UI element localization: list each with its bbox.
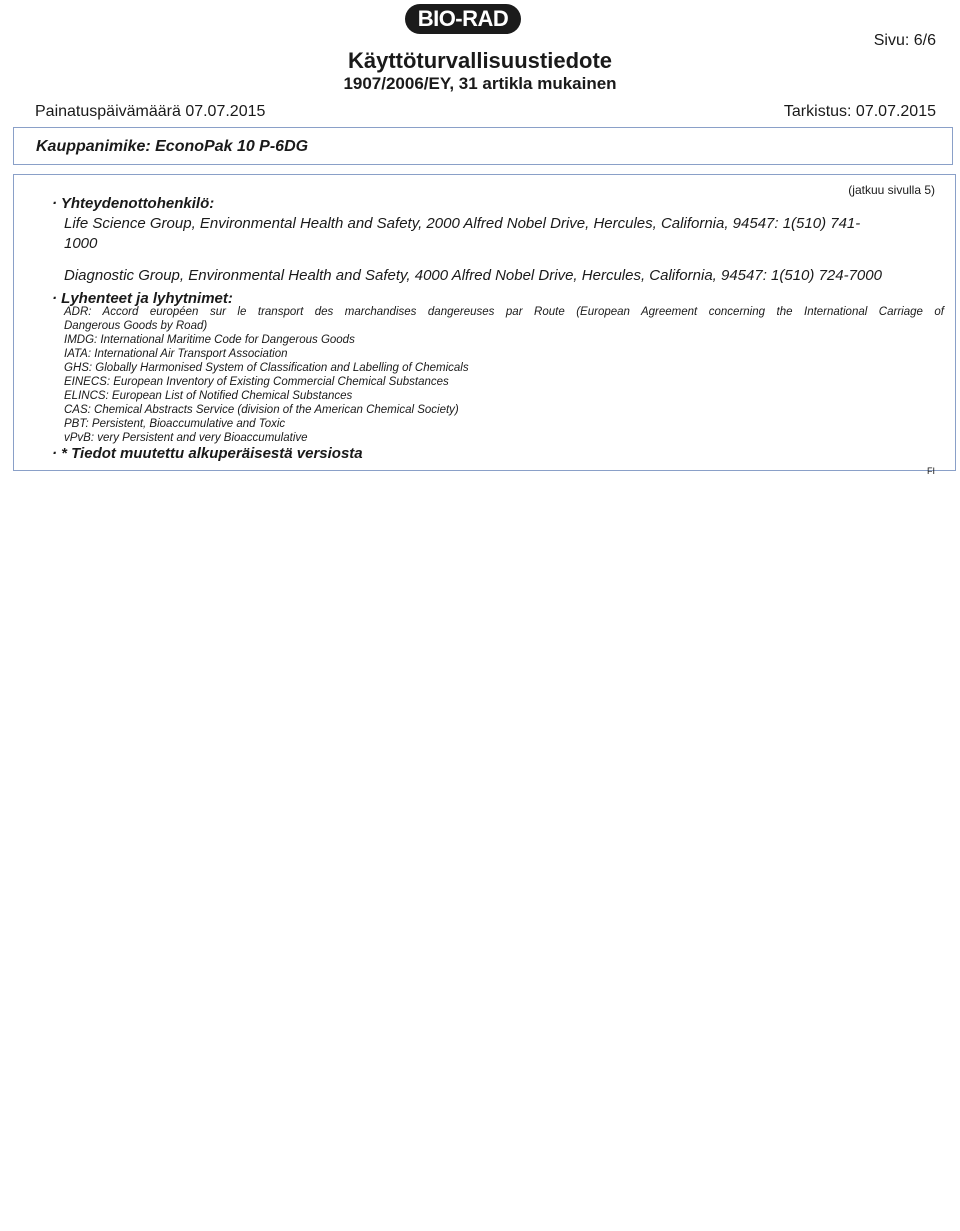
abbreviation-item: PBT: Persistent, Bioaccumulative and Toxic [64,418,286,430]
bio-rad-logo [405,4,521,34]
abbreviation-item: ELINCS: European List of Notified Chemical Substances [64,390,353,402]
content-section [13,174,956,476]
language-code: FI [927,466,935,476]
document-title: Käyttöturvallisuustiedote [347,48,613,73]
page-number: Sivu: 6/6 [873,32,936,49]
product-name: Kauppanimike: EconoPak 10 P-6DG [36,138,309,155]
contact-heading: · Yhteydenottohenkilö: [52,195,215,212]
abbreviation-item: GHS: Globally Harmonised System of Classification and Labelling of Chemicals [64,362,469,374]
abbreviations-heading: · Lyhenteet ja lyhytnimet: [52,290,233,307]
product-name-box [13,127,953,165]
revision-date: Tarkistus: 07.07.2015 [783,103,936,120]
abbreviation-item: CAS: Chemical Abstracts Service (division of the American Chemical Society) [64,404,459,416]
abbreviation-item: vPvB: very Persistent and very Bioaccumulative [64,432,308,444]
abbreviation-item: ADR: Accord européen sur le transport des marchandises dangereuses par Route (European Agreement concerning the International Carriage of [64,306,944,318]
contact-line-diagnostic: Diagnostic Group, Environmental Health and Safety, 4000 Alfred Nobel Drive, Hercules, California, 94547: 1(510) 724-7000 [64,267,882,284]
abbreviation-item: IMDG: International Maritime Code for Dangerous Goods [64,334,355,346]
logo-text: BIO-RAD [417,6,509,31]
abbreviations-list [64,305,944,445]
contact-line-continuation: 1000 [64,235,98,252]
document-subtitle: 1907/2006/EY, 31 artikla mukainen [343,74,617,93]
contact-line-life-science: Life Science Group, Environmental Health and Safety, 2000 Alfred Nobel Drive, Hercules, California, 94547: 1(510) 741- [64,215,861,232]
print-date: Painatuspäivämäärä 07.07.2015 [35,103,266,120]
changed-from-original-note: · * Tiedot muutettu alkuperäisestä versiosta [52,445,363,462]
abbreviation-item: IATA: International Air Transport Association [64,348,288,360]
continued-note: (jatkuu sivulla 5) [848,183,935,197]
abbreviation-item: EINECS: European Inventory of Existing Commercial Chemical Substances [64,376,449,388]
abbreviation-item: Dangerous Goods by Road) [64,320,208,332]
